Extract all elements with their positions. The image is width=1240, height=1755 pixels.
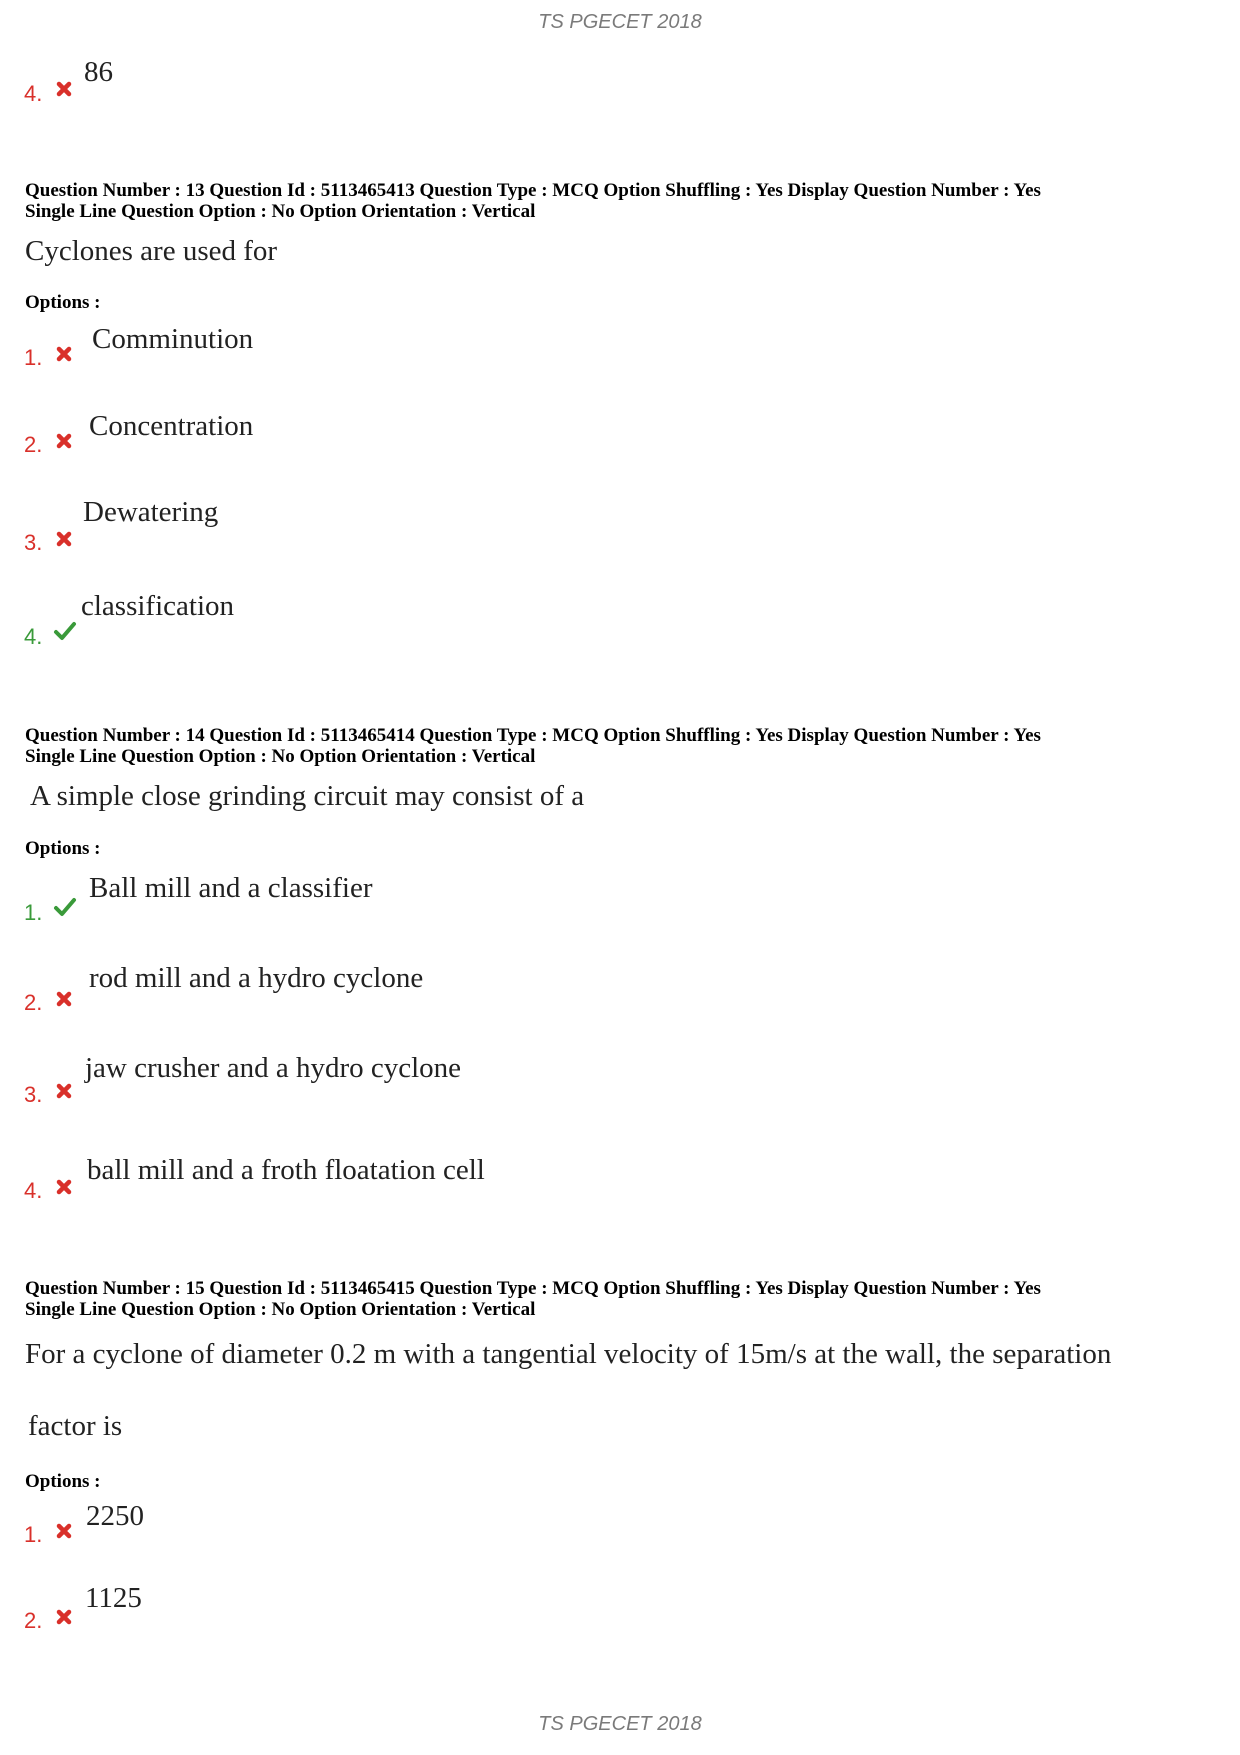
option-text: 2250: [86, 1500, 144, 1532]
question-text-continued: factor is: [28, 1410, 123, 1442]
option-item: [0, 962, 1240, 1050]
cross-icon: [53, 1176, 75, 1198]
option-item: [0, 590, 1240, 674]
option-item: [0, 872, 1240, 960]
option-number: 4.: [24, 1178, 43, 1203]
question-meta-line: Question Number : 15 Question Id : 5113465415 Question Type : MCQ Option Shuffling : Yes Display Question Number : Yes: [25, 1278, 1041, 1299]
option-text: jaw crusher and a hydro cyclone: [85, 1052, 462, 1084]
option-text: 86: [84, 56, 113, 88]
option-text: Comminution: [92, 323, 254, 355]
question-meta-line: Question Number : 13 Question Id : 5113465413 Question Type : MCQ Option Shuffling : Yes Display Question Number : Yes: [25, 180, 1041, 201]
cross-icon: [53, 343, 75, 365]
question-meta-line: Single Line Question Option : No Option Orientation : Vertical: [25, 201, 536, 222]
option-text: 1125: [85, 1582, 142, 1614]
question-meta: [25, 180, 1225, 222]
page-footer: TS PGECET 2018: [538, 1713, 702, 1735]
option-number: 3.: [24, 1082, 43, 1107]
option-item: [0, 1582, 1240, 1668]
option-item: [0, 1052, 1240, 1142]
check-icon: [53, 896, 77, 918]
option-number: 4.: [24, 624, 43, 649]
option-number: 1.: [24, 1522, 43, 1547]
cross-icon: [53, 430, 75, 452]
question-text: For a cyclone of diameter 0.2 m with a tangential velocity of 15m/s at the wall, the separation: [25, 1338, 1112, 1370]
question-meta: [25, 1278, 1225, 1320]
option-text: classification: [81, 590, 235, 622]
cross-icon: [53, 528, 75, 550]
option-item: [0, 410, 1240, 482]
option-number: 2.: [24, 1608, 43, 1633]
options-label: Options :: [25, 838, 101, 859]
cross-icon: [53, 988, 75, 1010]
question-meta: [25, 725, 1225, 767]
option-item: [0, 496, 1240, 580]
option-number: 1.: [24, 345, 43, 370]
question-text: Cyclones are used for: [25, 235, 278, 267]
options-label: Options :: [25, 1471, 101, 1492]
option-text: rod mill and a hydro cyclone: [89, 962, 424, 994]
option-item: [0, 1154, 1240, 1238]
options-label: Options :: [25, 292, 101, 313]
option-item: [0, 323, 1240, 395]
option-number: 2.: [24, 990, 43, 1015]
cross-icon: [53, 1520, 75, 1542]
option-text: ball mill and a froth floatation cell: [87, 1154, 485, 1186]
option-number: 2.: [24, 432, 43, 457]
cross-icon: [53, 1080, 75, 1102]
option-number: 4.: [24, 81, 43, 106]
option-text: Dewatering: [83, 496, 219, 528]
option-item: [0, 56, 1240, 122]
page-header: TS PGECET 2018: [538, 11, 702, 33]
option-text: Ball mill and a classifier: [89, 872, 373, 904]
option-item: [0, 1500, 1240, 1582]
question-meta-line: Single Line Question Option : No Option Orientation : Vertical: [25, 1299, 536, 1320]
option-text: Concentration: [89, 410, 254, 442]
option-number: 1.: [24, 900, 43, 925]
cross-icon: [53, 78, 75, 100]
question-text: A simple close grinding circuit may consist of a: [30, 780, 585, 812]
question-meta-line: Question Number : 14 Question Id : 5113465414 Question Type : MCQ Option Shuffling : Yes Display Question Number : Yes: [25, 725, 1041, 746]
option-number: 3.: [24, 530, 43, 555]
cross-icon: [53, 1606, 75, 1628]
check-icon: [53, 620, 77, 642]
question-meta-line: Single Line Question Option : No Option Orientation : Vertical: [25, 746, 536, 767]
